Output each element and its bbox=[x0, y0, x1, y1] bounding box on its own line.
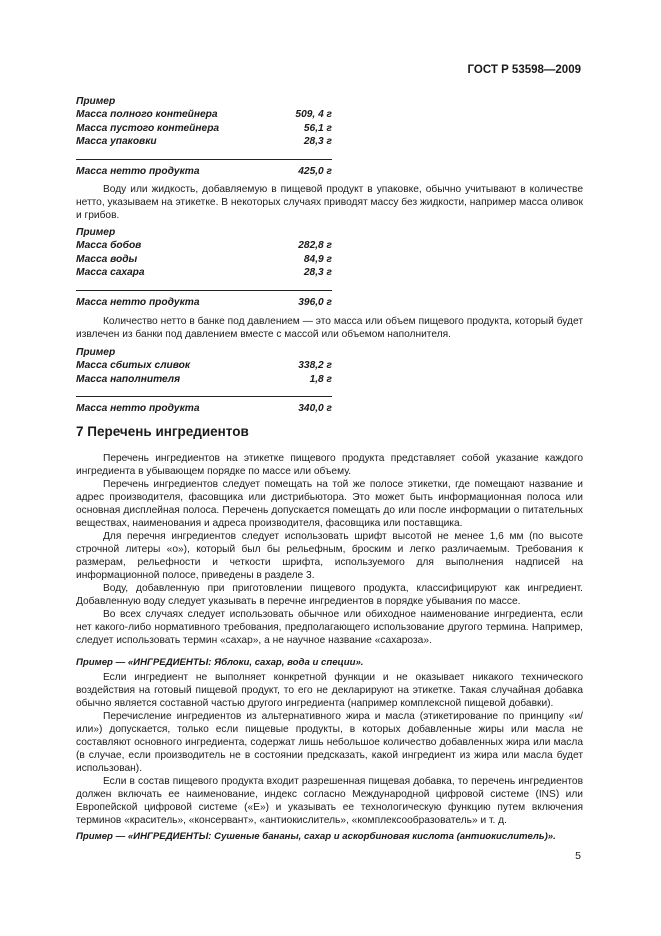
mass-label: Масса нетто продукта bbox=[76, 165, 200, 177]
mass-row bbox=[76, 359, 332, 373]
section-7-paragraphs-a bbox=[76, 452, 583, 647]
mass-label: Масса наполнителя bbox=[76, 373, 181, 385]
mass-value: 1,8 г bbox=[309, 373, 332, 385]
mass-row bbox=[76, 135, 332, 149]
mass-label: Масса нетто продукта bbox=[76, 296, 200, 308]
paragraph: Воду, добавленную при приготовлении пищевого продукта, классифицируют как ингредиент. Добавленную воду следует указывать в перечне ингредиентов в порядке убывания по массе. bbox=[76, 583, 583, 607]
mass-label: Масса пустого контейнера bbox=[76, 122, 220, 134]
mass-row bbox=[76, 373, 332, 387]
mass-total-row bbox=[76, 402, 332, 416]
mass-label: Масса нетто продукта bbox=[76, 403, 200, 414]
paragraph: Если в состав пищевого продукта входит разрешенная пищевая добавка, то перечень ингредиентов должен включать ее наименование, индекс согласно Международной цифровой системе (INS) или Европейской цифровой системе («Е») и указывать ее технологическую функцию путем включения терминов «краситель», «консервант», «антиокислитель», «комплексообразователь» и т. д. bbox=[76, 776, 583, 826]
document-header: ГОСТ Р 53598—2009 bbox=[467, 64, 581, 76]
example-title: Пример bbox=[76, 347, 116, 358]
paragraph-pressure: Количество нетто в банке под давлением — это масса или объем пищевого продукта, который будет извлечен из банки под давлением вместе с массой или объемом наполнителя. bbox=[76, 316, 583, 340]
mass-row bbox=[76, 266, 332, 280]
section-7-paragraphs-b bbox=[76, 671, 583, 827]
paragraph: Перечисление ингредиентов из альтернативного жира и масла (этикетирование по принципу «и/или») допускается, только если пищевые продукты, в которых добавленные жиры или масла не составляют основного ингредиента, содержат лишь небольшое количество добавленных жира или масла (в случае, если производитель не в состоянии предсказать, какой ингредиент из жира или масла будет использован). bbox=[76, 711, 583, 774]
mass-label: Масса сахара bbox=[76, 267, 145, 278]
paragraph: Для перечня ингредиентов следует использовать шрифт высотой не менее 1,6 мм (по высоте строчной литеры «о»), который был бы рельефным, броским и легко различаемым. Требования к размерам, рельефности и четкости шрифта, используемого для выполнения надписей на информационной полосе, приведены в разделе 3. bbox=[76, 531, 583, 581]
paragraph: Если ингредиент не выполняет конкретной функции и не оказывает никакого технического воздействия на готовый пищевой продукт, то его не декларируют на этикетке. Такая случайная добавка обычно является составной частью другого ингредиента (например комплексной пищевой добавки). bbox=[76, 672, 583, 709]
page-number: 5 bbox=[575, 850, 581, 862]
mass-value: 425,0 г bbox=[298, 165, 332, 177]
mass-value: 28,3 г bbox=[303, 267, 332, 278]
divider bbox=[76, 290, 332, 291]
mass-value: 340,0 г bbox=[298, 403, 332, 414]
mass-value: 338,2 г bbox=[298, 360, 332, 371]
divider bbox=[76, 159, 332, 160]
mass-total-row bbox=[76, 165, 332, 179]
mass-example-3 bbox=[76, 346, 332, 416]
mass-total-row bbox=[76, 296, 332, 310]
mass-example-1 bbox=[76, 95, 332, 178]
example-ingredients-1: Пример — «ИНГРЕДИЕНТЫ: Яблоки, сахар, вода и специи». bbox=[76, 657, 364, 668]
mass-row bbox=[76, 239, 332, 253]
divider bbox=[76, 396, 332, 397]
mass-row bbox=[76, 122, 332, 136]
mass-example-2 bbox=[76, 226, 332, 309]
mass-value: 84,9 г bbox=[303, 253, 332, 265]
mass-label: Масса воды bbox=[76, 253, 138, 265]
paragraph: Перечень ингредиентов следует помещать на той же полосе этикетки, где помещают название и адрес производителя, фасовщика или дистрибьютора. Это может быть информационная полоса или основная дисплейная полоса. Перечень допускается помещать до или после информации о питательных веществах, наименования и адреса производителя, фасовщика или поставщика. bbox=[76, 479, 583, 529]
mass-row bbox=[76, 108, 332, 122]
paragraph-liquid: Воду или жидкость, добавляемую в пищевой продукт в упаковке, обычно учитывают в количестве нетто, указываем на этикетке. В некоторых случаях приводят массу без жидкости, например масса оливок и грибов. bbox=[76, 184, 583, 221]
mass-label: Масса бобов bbox=[76, 240, 142, 251]
mass-value: 56,1 г bbox=[303, 122, 332, 134]
section-heading: 7 Перечень ингредиентов bbox=[76, 424, 249, 439]
mass-value: 509, 4 г bbox=[295, 109, 332, 120]
example-title: Пример bbox=[76, 96, 116, 107]
example-ingredients-2: Пример — «ИНГРЕДИЕНТЫ: Сушеные бананы, сахар и аскорбиновая кислота (антиокислитель)». bbox=[76, 831, 556, 842]
paragraph: Перечень ингредиентов на этикетке пищевого продукта представляет собой указание каждого ингредиента в убывающем порядке по массе или объему. bbox=[76, 453, 583, 477]
example-title: Пример bbox=[76, 227, 116, 238]
mass-label: Масса упаковки bbox=[76, 136, 157, 147]
mass-value: 396,0 г bbox=[298, 296, 332, 308]
mass-label: Масса полного контейнера bbox=[76, 109, 218, 120]
mass-label: Масса сбитых сливок bbox=[76, 360, 191, 371]
mass-row bbox=[76, 253, 332, 267]
mass-value: 282,8 г bbox=[298, 240, 332, 251]
paragraph: Во всех случаях следует использовать обычное или обиходное наименование ингредиента, если нет какого-либо нормативного требования, предполагающего использование другого термина. Например, следует использовать термин «сахар», а не научное название «сахароза». bbox=[76, 609, 583, 646]
mass-value: 28,3 г bbox=[303, 136, 332, 147]
